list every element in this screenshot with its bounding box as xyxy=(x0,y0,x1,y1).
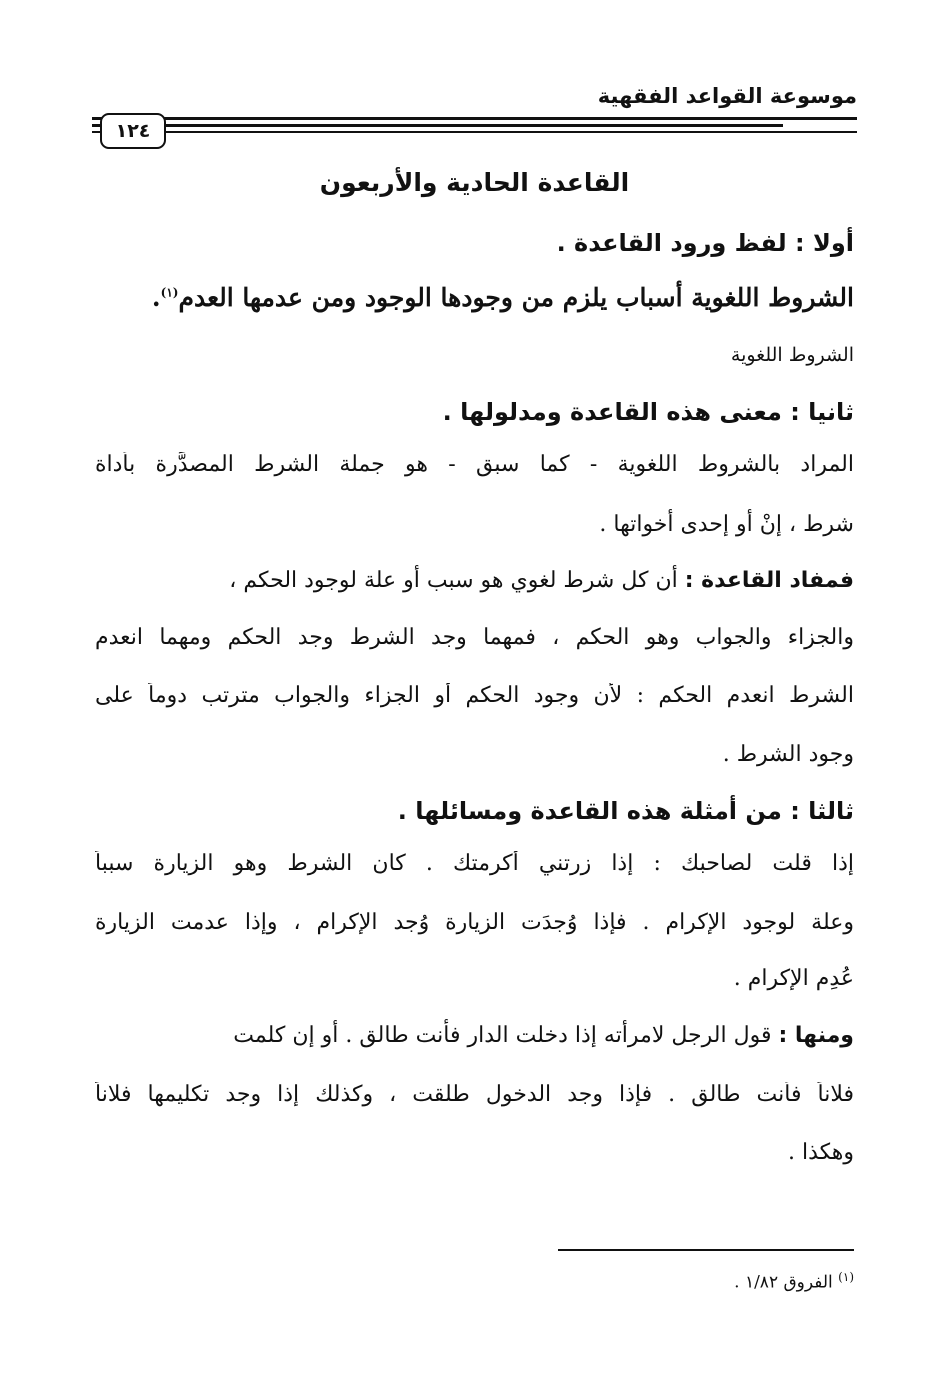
paragraph-line: المراد بالشروط اللغوية - كما سبق - هو جملة الشرط المصدَّرة بأداة xyxy=(95,452,854,477)
paragraph-lead: فمفاد القاعدة : xyxy=(684,568,854,593)
chapter-title: القاعدة الحادية والأربعون xyxy=(319,168,630,197)
paragraph-line xyxy=(229,568,854,593)
paragraph-line: الشرط انعدم الحكم : لأن وجود الحكم أو الجزاء والجواب مترتب دوماً على xyxy=(95,683,854,708)
paragraph-line: عُدِم الإكرام . xyxy=(733,966,854,991)
section-heading-1: أولا : لفظ ورود القاعدة . xyxy=(556,229,854,257)
paragraph-line: فلاناً فأنت طالق . فإذا وجد الدخول طلقت ، وكذلك إذا وجد تكليمها فلاناً xyxy=(95,1082,854,1107)
header-rule xyxy=(92,131,857,133)
paragraph-line: والجزاء والجواب وهو الحكم ، فمهما وجد الشرط وجد الحكم ومهما انعدم xyxy=(95,625,854,650)
footnote-separator xyxy=(558,1249,854,1251)
footnote xyxy=(734,1270,854,1293)
footnote-marker: (١) xyxy=(838,1270,854,1284)
paragraph-line: وجود الشرط . xyxy=(722,742,854,767)
rule-short-form: الشروط اللغوية xyxy=(730,344,854,366)
paragraph-text: أن كل شرط لغوي هو سبب أو علة لوجود الحكم ، xyxy=(229,568,678,593)
footnote-text: الفروق ١/٨٢ . xyxy=(734,1272,833,1293)
header-rule xyxy=(92,124,783,127)
paragraph-line: وعلة لوجود الإكرام . فإذا وُجدَت الزيارة وُجد الإكرام ، وإذا عدمت الزيارة xyxy=(95,910,854,935)
page-number: ١٢٤ xyxy=(100,113,166,149)
running-title: موسوعة القواعد الفقهية xyxy=(597,84,857,108)
rule-statement xyxy=(152,283,854,312)
section-heading-3: ثالثا : من أمثلة هذه القاعدة ومسائلها . xyxy=(397,797,854,825)
paragraph-line: وهكذا . xyxy=(787,1140,854,1165)
rule-text: الشروط اللغوية أسباب يلزم من وجودها الوجود ومن عدمها العدم xyxy=(178,283,854,312)
paragraph-line xyxy=(233,1023,854,1048)
header-rule xyxy=(92,117,857,120)
section-heading-2: ثانيا : معنى هذه القاعدة ومدلولها . xyxy=(442,398,854,426)
paragraph-line: إذا قلت لصاحبك : إذا زرتني أكرمتك . كان الشرط وهو الزيارة سبباً xyxy=(95,851,854,876)
footnote-ref[interactable]: (١) xyxy=(160,285,179,300)
paragraph-line: شرط ، إنْ أو إحدى أخواتها . xyxy=(599,512,854,537)
paragraph-text: قول الرجل لامرأته إذا دخلت الدار فأنت طالق . أو إن كلمت xyxy=(233,1023,772,1048)
paragraph-lead: ومنها : xyxy=(778,1023,854,1048)
rule-end: . xyxy=(151,283,161,312)
